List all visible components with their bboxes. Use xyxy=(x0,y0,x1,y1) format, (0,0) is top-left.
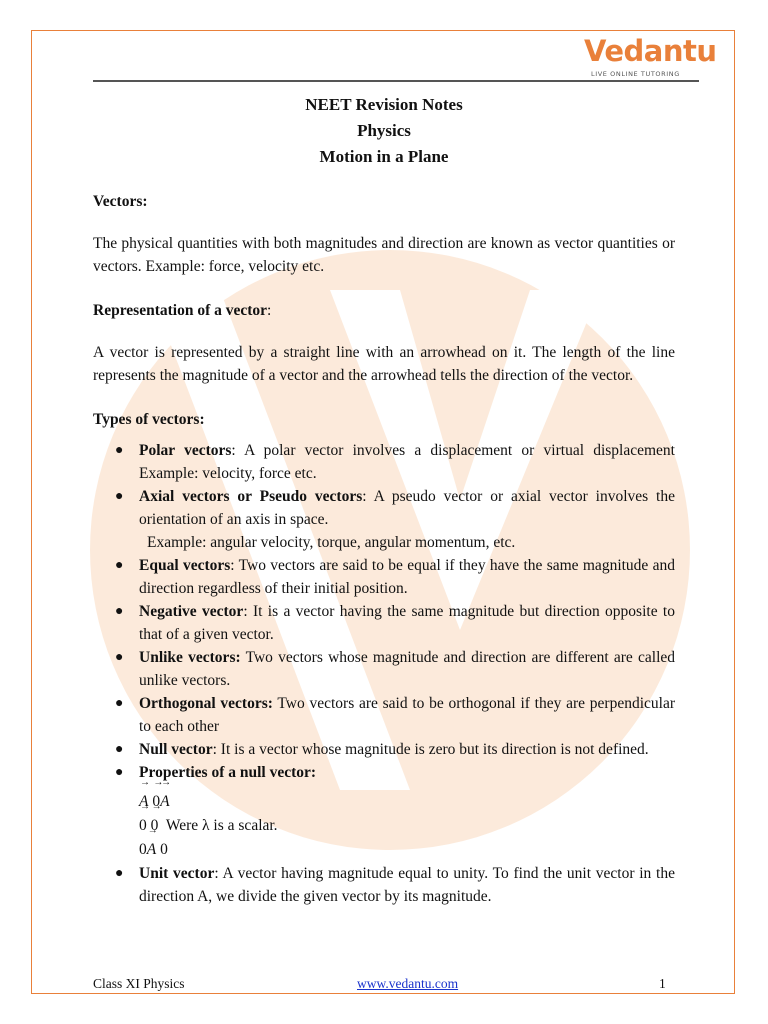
item-text: : A vector having magnitude equal to unity. To find the unit vector in the direction A, we divide the given vector by its magnitude. xyxy=(139,865,675,905)
logo-tagline: LIVE ONLINE TUTORING xyxy=(591,70,680,78)
footer-left: Class XI Physics xyxy=(93,976,185,991)
list-item xyxy=(93,485,675,554)
title-line-3: Motion in a Plane xyxy=(319,147,449,166)
bullet-icon: ● xyxy=(115,558,124,573)
bullet-icon: ● xyxy=(115,696,124,711)
item-term: Negative vector xyxy=(139,603,244,620)
representation-heading-colon: : xyxy=(267,302,272,319)
item-term: Polar vectors xyxy=(139,442,232,459)
item-text: : A polar vector involves a displacement or virtual displacement Example: velocity, force etc. xyxy=(139,442,675,482)
item-term: Equal vectors xyxy=(139,557,231,574)
item-term: Unlike vectors: xyxy=(139,649,241,666)
math-note: Were λ is a scalar. xyxy=(165,817,278,834)
vectors-paragraph: The physical quantities with both magnitudes and direction are known as vector quantities or vectors. Example: force, velocity etc. xyxy=(93,235,675,275)
title-line-2: Physics xyxy=(357,121,411,140)
representation-heading-line xyxy=(93,299,675,322)
math-symbol: → A xyxy=(139,790,148,814)
math-symbol: 0 xyxy=(139,841,147,858)
item-term: Orthogonal vectors: xyxy=(139,695,273,712)
types-heading: Types of vectors: xyxy=(93,411,205,428)
item-term: Null vector xyxy=(139,741,213,758)
null-property-1 xyxy=(139,790,675,814)
list-item xyxy=(93,600,675,646)
bullet-icon: ● xyxy=(115,604,124,619)
item-term: Axial vectors or Pseudo vectors xyxy=(139,488,363,505)
bullet-icon: ● xyxy=(115,765,124,780)
math-symbol: → 0 xyxy=(152,790,160,814)
bullet-icon: ● xyxy=(115,866,124,881)
math-symbol: → A xyxy=(147,838,156,862)
item-text: Two vectors whose magnitude and direction are different are called unlike vectors. xyxy=(139,649,676,689)
item-text: : It is a vector having the same magnitude but direction opposite to that of a given vector. xyxy=(139,603,675,643)
item-text: : Two vectors are said to be equal if they have the same magnitude and direction regardless of their initial position. xyxy=(139,557,676,597)
null-property-3 xyxy=(139,838,675,862)
bullet-icon: ● xyxy=(115,742,124,757)
list-item xyxy=(93,862,675,908)
math-symbol: → 0 xyxy=(139,814,147,838)
list-item xyxy=(93,646,675,692)
null-vector-properties xyxy=(139,790,675,862)
item-text: : A pseudo vector or axial vector involves the orientation of an axis in space. xyxy=(139,488,675,528)
vedantu-logo xyxy=(580,34,717,80)
footer-page-number: 1 xyxy=(659,976,666,991)
math-symbol: → A xyxy=(160,790,169,814)
list-item xyxy=(93,439,675,485)
vectors-heading: Vectors: xyxy=(93,193,148,210)
item-text: : It is a vector whose magnitude is zero but its direction is not defined. xyxy=(212,741,649,758)
item-text: Two vectors are said to be orthogonal if they are perpendicular to each other xyxy=(139,695,676,735)
document-titles xyxy=(93,92,675,170)
header-divider xyxy=(93,80,699,82)
representation-heading: Representation of a vector xyxy=(93,302,268,319)
null-property-2 xyxy=(139,814,675,838)
item-term: Properties of a null vector: xyxy=(139,764,317,781)
document-body xyxy=(93,190,675,908)
logo-text: Vedantu xyxy=(584,34,717,68)
types-list xyxy=(93,439,675,908)
list-item xyxy=(93,738,675,761)
math-symbol: → 0 xyxy=(151,814,159,838)
bullet-icon: ● xyxy=(115,650,124,665)
list-item xyxy=(93,761,675,862)
footer-website-link[interactable]: www.vedantu.com xyxy=(357,976,459,991)
list-item xyxy=(93,692,675,738)
math-symbol: 0 xyxy=(160,841,168,858)
representation-paragraph: A vector is represented by a straight line with an arrowhead on it. The length of the line represents the magnitude of a vector and the arrowhead tells the direction of the vector. xyxy=(93,344,675,384)
item-term: Unit vector xyxy=(139,865,215,882)
bullet-icon: ● xyxy=(115,489,124,504)
bullet-icon: ● xyxy=(115,443,124,458)
item-example: Example: angular velocity, torque, angular momentum, etc. xyxy=(147,534,516,551)
list-item xyxy=(93,554,675,600)
title-line-1: NEET Revision Notes xyxy=(305,95,463,114)
